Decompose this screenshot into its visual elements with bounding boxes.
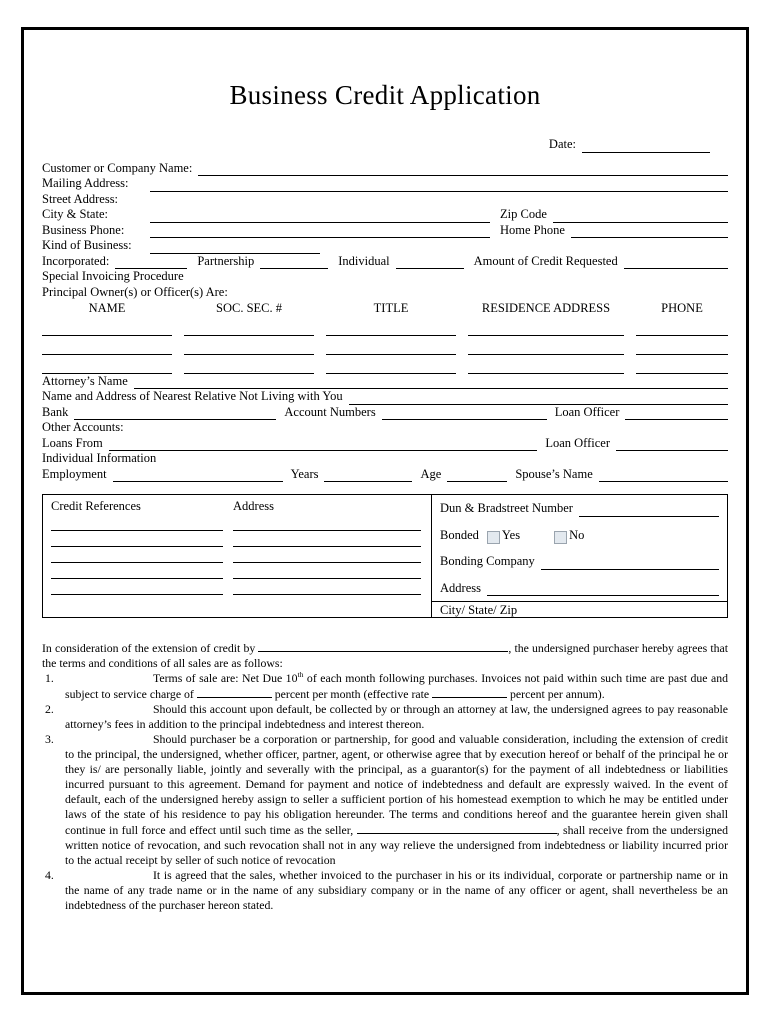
- partnership-line[interactable]: [260, 255, 328, 269]
- nearest-relative-row: [42, 389, 728, 405]
- loans-from-label: Loans From: [42, 435, 103, 450]
- bonding-company-label: Bonding Company: [440, 554, 535, 568]
- business-phone-label: Business Phone:: [42, 222, 125, 237]
- bonding-address-label: Address: [440, 580, 481, 595]
- term-3-number: 3.: [45, 732, 54, 746]
- owner-title-line[interactable]: [326, 322, 456, 336]
- special-invoicing-row: [42, 269, 728, 285]
- owner-name-line[interactable]: [42, 341, 172, 355]
- bonded-no-label: No: [569, 527, 585, 542]
- attorney-label: Attorney’s Name: [42, 373, 128, 388]
- incorporated-line[interactable]: [115, 255, 187, 269]
- bank-label: Bank: [42, 404, 69, 419]
- owner-title-line[interactable]: [326, 360, 456, 374]
- city-state-zip-row: [432, 601, 727, 619]
- bonding-address-row: [440, 581, 719, 597]
- business-phone-row: [42, 223, 728, 239]
- spouse-name-line[interactable]: [599, 468, 728, 482]
- bonded-yes-label: Yes: [501, 527, 521, 542]
- other-accounts-row: [42, 420, 728, 436]
- loan-officer-2-label: Loan Officer: [545, 435, 610, 450]
- age-label: Age: [420, 466, 442, 481]
- owners-header-ssn: SOC. SEC. #: [216, 301, 282, 315]
- bank-row: [42, 405, 728, 421]
- employment-row: [42, 467, 728, 483]
- owners-header-phone: PHONE: [661, 301, 703, 315]
- page-title: Business Credit Application: [229, 80, 541, 110]
- owner-title-line[interactable]: [326, 341, 456, 355]
- owners-table-header-row: [42, 301, 728, 317]
- incorporated-label: Incorporated:: [42, 253, 110, 268]
- mailing-address-line[interactable]: [150, 178, 728, 192]
- term-item-4: [42, 868, 728, 913]
- street-address-label: Street Address:: [42, 191, 119, 206]
- owner-ssn-line[interactable]: [184, 341, 314, 355]
- principal-owners-label: Principal Owner(s) or Officer(s) Are:: [42, 284, 228, 299]
- zip-code-line[interactable]: [553, 209, 728, 223]
- credit-reference-row: [51, 531, 421, 547]
- principal-owners-table: [42, 301, 728, 374]
- city-state-label: City & State:: [42, 207, 108, 221]
- credit-reference-address-line[interactable]: [233, 531, 421, 547]
- owner-name-line[interactable]: [42, 360, 172, 374]
- credit-reference-line[interactable]: [51, 579, 223, 595]
- owner-ssn-line[interactable]: [184, 360, 314, 374]
- owners-header-residence: RESIDENCE ADDRESS: [481, 301, 611, 315]
- term-4-text: It is agreed that the sales, whether invoiced to the purchaser in his or its individual, corporate or partnership name or in the name of any trade name or in the name of any subsidiary company or in the name of any officer or agent, shall nevertheless be an indebtedness of the purchaser hereon stated.: [65, 868, 728, 912]
- street-address-row: [42, 192, 728, 208]
- kind-of-business-row: [42, 238, 728, 254]
- owners-table-row: [42, 319, 728, 336]
- attorney-row: [42, 374, 728, 390]
- credit-references-header-row: [51, 499, 421, 515]
- customer-name-line[interactable]: [198, 162, 728, 176]
- special-invoicing-label: Special Invoicing Procedure: [42, 269, 184, 283]
- term-2-text: Should this account upon default, be collected by or through an attorney at law, the undersigned agrees to pay reasonable attorney’s fees in addition to the principal indebtedness and interest thereon.: [65, 702, 728, 731]
- individual-line[interactable]: [396, 255, 464, 269]
- credit-reference-row: [51, 579, 421, 595]
- term-item-1: [42, 671, 728, 702]
- owner-phone-line[interactable]: [636, 360, 728, 374]
- customer-name-row: [42, 161, 728, 177]
- city-state-row: [42, 207, 728, 223]
- incorporated-row: [42, 254, 728, 270]
- credit-reference-address-line[interactable]: [233, 563, 421, 579]
- credit-reference-row: [51, 547, 421, 563]
- terms-intro: [42, 640, 728, 671]
- dun-bradstreet-panel: [431, 495, 727, 617]
- credit-reference-line[interactable]: [51, 531, 223, 547]
- bonded-yes-checkbox[interactable]: [487, 531, 500, 544]
- dun-bradstreet-label: Dun & Bradstreet Number: [440, 501, 573, 515]
- city-state-line[interactable]: [150, 209, 490, 223]
- individual-information-label: Individual Information: [42, 451, 157, 465]
- service-charge-percent-line[interactable]: [197, 686, 272, 698]
- bonded-label: Bonded: [440, 527, 479, 542]
- term-2-number: 2.: [45, 702, 54, 716]
- nearest-relative-label: Name and Address of Nearest Relative Not Living with You: [42, 389, 343, 403]
- terms-intro-post: , the undersigned purchaser hereby agrees that the terms and conditions of all sales are as follows:: [42, 641, 729, 670]
- owner-name-line[interactable]: [42, 322, 172, 336]
- nearest-relative-line[interactable]: [349, 391, 728, 405]
- loans-from-row: [42, 436, 728, 452]
- term-item-3: [42, 732, 728, 868]
- extension-of-credit-line[interactable]: [258, 640, 508, 652]
- bonding-company-line[interactable]: [541, 556, 719, 570]
- principal-owners-row: [42, 285, 728, 301]
- attorney-line[interactable]: [134, 375, 728, 389]
- bonding-address-line[interactable]: [487, 582, 719, 596]
- owners-header-title: TITLE: [373, 301, 409, 315]
- credit-reference-row: [51, 515, 421, 531]
- credit-reference-line[interactable]: [51, 515, 223, 531]
- individual-label: Individual: [338, 253, 390, 268]
- bank-line[interactable]: [74, 406, 276, 420]
- zip-code-label: Zip Code: [500, 207, 547, 221]
- terms-and-conditions: [42, 640, 728, 913]
- date-line[interactable]: [582, 139, 710, 153]
- terms-intro-pre: In consideration of the extension of credit by: [42, 641, 256, 655]
- amount-of-credit-label: Amount of Credit Requested: [473, 253, 618, 268]
- home-phone-line[interactable]: [571, 224, 728, 238]
- loan-officer-line[interactable]: [625, 406, 728, 420]
- credit-references-header: Credit References: [51, 499, 141, 513]
- owners-header-name: NAME: [88, 301, 126, 315]
- owner-phone-line[interactable]: [636, 341, 728, 355]
- term-1-number: 1.: [45, 671, 54, 685]
- employment-line[interactable]: [113, 468, 283, 482]
- date-label: Date:: [548, 137, 576, 151]
- owner-residence-line[interactable]: [468, 360, 624, 374]
- form-border-frame: [21, 27, 749, 995]
- credit-reference-line[interactable]: [51, 547, 223, 563]
- credit-reference-row: [51, 563, 421, 579]
- term-4-number: 4.: [45, 868, 54, 882]
- credit-references-panel: [43, 495, 431, 617]
- term-item-2: [42, 702, 728, 732]
- employment-label: Employment: [42, 466, 107, 481]
- credit-references-box: [42, 494, 728, 618]
- loan-officer-2-line[interactable]: [616, 437, 728, 451]
- partnership-label: Partnership: [197, 253, 255, 268]
- loan-officer-label: Loan Officer: [554, 404, 620, 419]
- other-accounts-label: Other Accounts:: [42, 420, 124, 434]
- kind-of-business-label: Kind of Business:: [42, 238, 132, 252]
- account-numbers-line[interactable]: [382, 406, 547, 420]
- mailing-address-label: Mailing Address:: [42, 176, 129, 190]
- business-phone-line[interactable]: [150, 224, 490, 238]
- amount-of-credit-line[interactable]: [624, 255, 728, 269]
- effective-rate-percent-line[interactable]: [432, 686, 507, 698]
- bonding-company-row: [440, 554, 719, 570]
- owners-table-row: [42, 357, 728, 374]
- spouse-name-label: Spouse’s Name: [515, 466, 593, 481]
- individual-information-row: [42, 451, 728, 467]
- bonded-no-checkbox[interactable]: [554, 531, 567, 544]
- credit-address-header: Address: [233, 499, 274, 513]
- owner-ssn-line[interactable]: [184, 322, 314, 336]
- owner-residence-line[interactable]: [468, 341, 624, 355]
- credit-reference-address-line[interactable]: [233, 547, 421, 563]
- term-3-text: Should purchaser be a corporation or partnership, for good and valuable consideration, including the extension of credit to the principal, the undersigned, whether officer, partner, agent, or otherwise agree that by execution hereof or behalf of the principal he or they is/ are personally liable, jointly and severally with the principal, as a guarantor(s) for the payment of all indebtedness or liabilities incurred pursuant to this agreement. Demand for payment and notice of indebtedness and default are expressly waived. In the event of default, each of the undersigned hereby assign to seller a sufficient portion of his homestead exemption to which he may be entitled under laws of the state of his residence to pay his obligation hereunder. The terms and conditions hereof and the guarantee herein given shall continue in full force and effect until such time as the seller, , shall receive from the undersigned written notice of revocation, and such revocation shall not in any way relieve the undersigned from indebtedness or liability incurred prior to the actual receipt by seller of such notice of revocation: [65, 732, 728, 867]
- bonded-row: [440, 528, 719, 544]
- credit-reference-address-line[interactable]: [233, 515, 421, 531]
- years-line[interactable]: [324, 468, 412, 482]
- credit-reference-line[interactable]: [51, 563, 223, 579]
- term-1-text: Terms of sale are: Net Due 10th of each month following purchases. Invoices not paid within such time are past due and subject to service charge of percent per month (effective rate percent per annum).: [65, 670, 728, 701]
- years-label: Years: [290, 466, 319, 481]
- mailing-address-row: [42, 176, 728, 192]
- home-phone-label: Home Phone: [500, 222, 565, 237]
- kind-of-business-line[interactable]: [150, 240, 320, 254]
- owner-phone-line[interactable]: [636, 322, 728, 336]
- seller-name-line[interactable]: [357, 822, 557, 834]
- owners-table-row: [42, 338, 728, 355]
- account-numbers-label: Account Numbers: [284, 404, 376, 419]
- owner-residence-line[interactable]: [468, 322, 624, 336]
- dun-bradstreet-row: [440, 501, 719, 517]
- dun-bradstreet-line[interactable]: [579, 503, 719, 517]
- customer-name-label: Customer or Company Name:: [42, 160, 193, 175]
- age-line[interactable]: [447, 468, 507, 482]
- credit-reference-address-line[interactable]: [233, 579, 421, 595]
- date-row: [42, 137, 728, 153]
- loans-from-line[interactable]: [109, 437, 538, 451]
- city-state-zip-label: City/ State/ Zip: [440, 603, 518, 617]
- ordinal-suffix: th: [297, 670, 304, 680]
